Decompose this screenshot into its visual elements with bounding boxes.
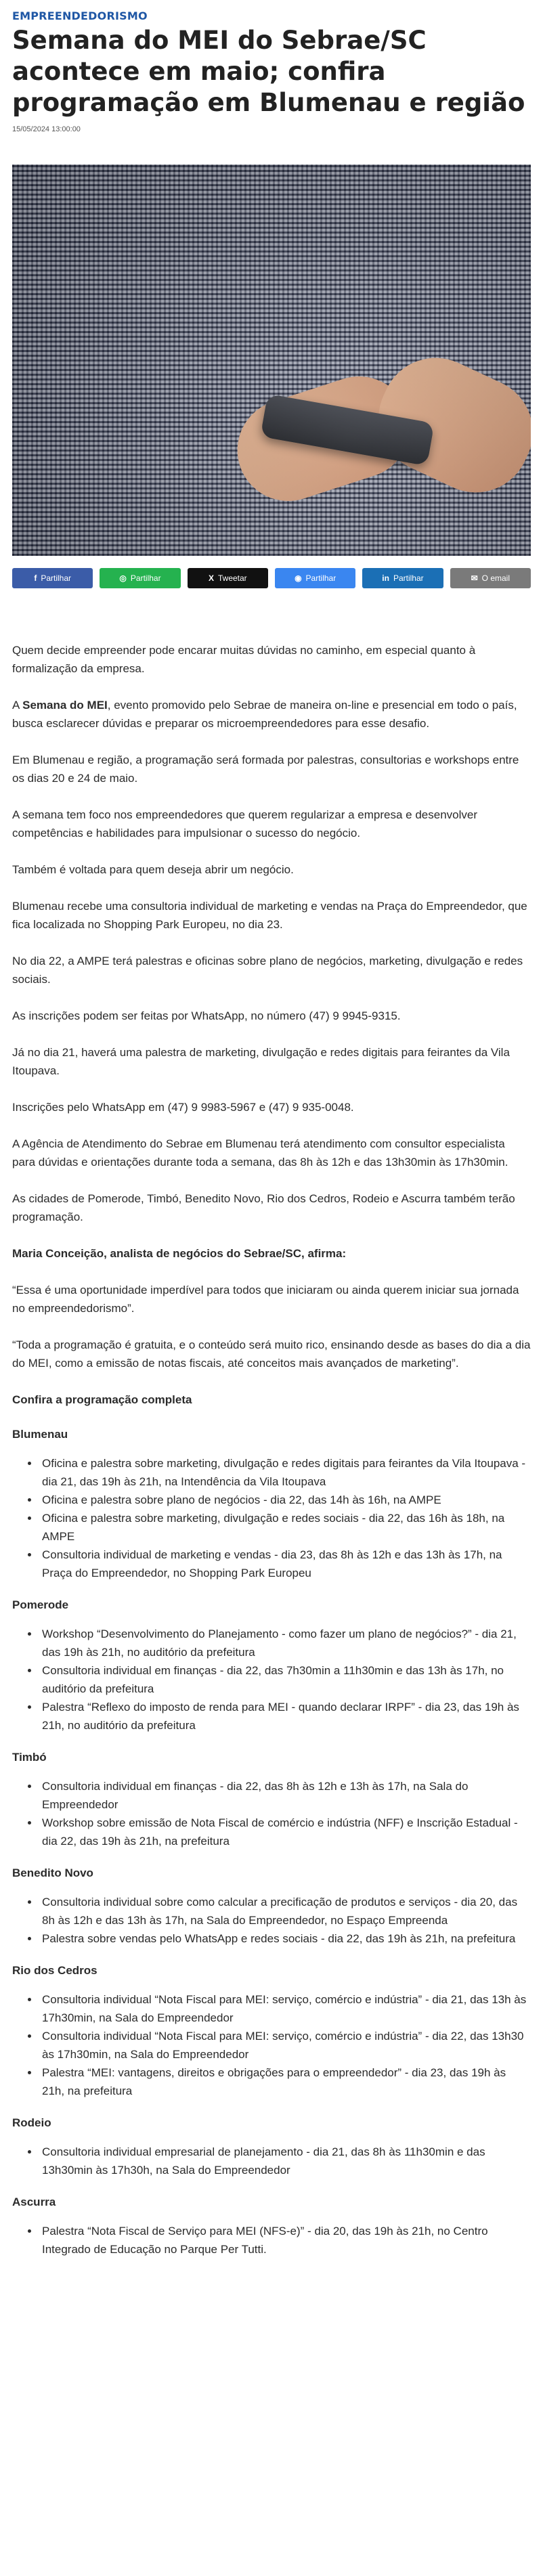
event-list: [39, 1777, 531, 1850]
list-item: • Consultoria individual sobre como calcular a precificação de produtos e serviços - dia 20, das 8h às 12h e das 13h às 17h, na Sala do Empreendedor, no Espaço Empreenda: [39, 1893, 531, 1929]
city-heading: Benedito Novo: [12, 1866, 93, 1879]
bold-text: Semana do MEI: [22, 699, 108, 712]
category-label[interactable]: EMPREENDEDORISMO: [12, 9, 148, 22]
article-title: Semana do MEI do Sebrae/SC acontece em maio; confira programação em Blumenau e região: [12, 26, 525, 117]
city-heading: Rio dos Cedros: [12, 1964, 97, 1977]
list-item: • Palestra “MEI: vantagens, direitos e obrigações para o empreendedor” - dia 23, das 19h às 21h, na prefeitura: [39, 2064, 531, 2100]
city-heading: Blumenau: [12, 1428, 68, 1441]
paragraph: [12, 696, 531, 733]
paragraph: A semana tem foco nos empreendedores que querem regularizar a empresa e desenvolver competências e habilidades para impulsionar o sucesso do negócio.: [12, 808, 477, 839]
share-label: Partilhar: [305, 573, 336, 583]
share-label: O email: [481, 573, 510, 583]
program-heading: Confira a programação completa: [12, 1393, 192, 1406]
share-messenger-button[interactable]: [275, 568, 355, 588]
list-item: • Palestra “Nota Fiscal de Serviço para MEI (NFS-e)” - dia 20, das 19h às 21h, no Centro Integrado de Educação no Parque Per Tutti.: [39, 2222, 531, 2258]
list-item: • Oficina e palestra sobre plano de negócios - dia 22, das 14h às 16h, na AMPE: [39, 1491, 531, 1509]
event-list: [39, 2222, 531, 2258]
text: , evento promovido pelo Sebrae de maneira on-line e presencial em todo o país, busca esclarecer dúvidas e preparar os microempreendedores para esse desafio.: [12, 699, 517, 730]
list-item: • Oficina e palestra sobre marketing, divulgação e redes sociais - dia 22, das 16h às 18h, na AMPE: [39, 1509, 531, 1546]
paragraph: A Agência de Atendimento do Sebrae em Blumenau terá atendimento com consultor especialista para dúvidas e orientações durante toda a semana, das 8h às 12h e das 13h30min às 17h30min.: [12, 1137, 508, 1169]
paragraph: Já no dia 21, haverá uma palestra de marketing, divulgação e redes digitais para feirantes da Vila Itoupava.: [12, 1046, 510, 1077]
quote: “Essa é uma oportunidade imperdível para todos que iniciaram ou ainda querem iniciar sua jornada no empreendedorismo”.: [12, 1284, 519, 1315]
city-heading: Ascurra: [12, 2196, 56, 2208]
paragraph: As inscrições podem ser feitas por WhatsApp, no número (47) 9 9945-9315.: [12, 1009, 401, 1022]
city-heading: Pomerode: [12, 1598, 69, 1611]
share-twitter-button[interactable]: [188, 568, 268, 588]
list-item: • Consultoria individual “Nota Fiscal para MEI: serviço, comércio e indústria” - dia 21, das 13h às 17h30min, na Sala do Empreendedor: [39, 1990, 531, 2027]
event-list: [39, 1454, 531, 1582]
paragraph: Blumenau recebe uma consultoria individual de marketing e vendas na Praça do Empreendedor, que fica localizada no Shopping Park Europeu, no dia 23.: [12, 900, 527, 931]
event-list: [39, 2143, 531, 2179]
list-item: • Consultoria individual em finanças - dia 22, das 7h30min a 11h30min e das 13h às 17h, no auditório da prefeitura: [39, 1661, 531, 1698]
publish-date: 15/05/2024 13:00:00: [12, 125, 81, 133]
program-list: [12, 1425, 531, 2258]
share-email-button[interactable]: [450, 568, 531, 588]
paragraph: No dia 22, a AMPE terá palestras e oficinas sobre plano de negócios, marketing, divulgação e redes sociais.: [12, 955, 523, 986]
whatsapp-icon: ◎: [119, 573, 127, 583]
paragraph: Inscrições pelo WhatsApp em (47) 9 9983-5967 e (47) 9 935-0048.: [12, 1101, 354, 1114]
list-item: • Consultoria individual “Nota Fiscal para MEI: serviço, comércio e indústria” - dia 22, das 13h30 às 17h30min, na Sala do Empreendedor: [39, 2027, 531, 2064]
event-list: [39, 1990, 531, 2100]
list-item: • Palestra sobre vendas pelo WhatsApp e redes sociais - dia 22, das 19h às 21h, na prefeitura: [39, 1929, 531, 1948]
paragraph: Quem decide empreender pode encarar muitas dúvidas no caminho, em especial quanto à formalização da empresa.: [12, 644, 476, 675]
messenger-icon: ◉: [295, 573, 302, 583]
facebook-icon: f: [34, 573, 37, 583]
share-whatsapp-button[interactable]: [100, 568, 180, 588]
event-list: [39, 1893, 531, 1948]
city-heading: Rodeio: [12, 2116, 51, 2129]
share-bar: [12, 568, 531, 588]
list-item: • Oficina e palestra sobre marketing, divulgação e redes digitais para feirantes da Vila Itoupava - dia 21, das 19h às 21h, na Intendência da Vila Itoupava: [39, 1454, 531, 1491]
quote: “Toda a programação é gratuita, e o conteúdo será muito rico, ensinando desde as bases do dia a dia do MEI, como a emissão de notas fiscais, até conceitos mais avançados de marketing”.: [12, 1338, 531, 1370]
list-item: • Consultoria individual empresarial de planejamento - dia 21, das 8h às 11h30min e das 13h30min às 17h30h, na Sala do Empreendedor: [39, 2143, 531, 2179]
list-item: • Consultoria individual em finanças - dia 22, das 8h às 12h e 13h às 17h, na Sala do Empreendedor: [39, 1777, 531, 1814]
list-item: • Workshop “Desenvolvimento do Planejamento - como fazer um plano de negócios?” - dia 21, das 19h às 21h, no auditório da prefeitura: [39, 1625, 531, 1661]
hero-image: [12, 165, 531, 556]
paragraph: As cidades de Pomerode, Timbó, Benedito Novo, Rio dos Cedros, Rodeio e Ascurra também terão programação.: [12, 1192, 515, 1223]
list-item: • Consultoria individual de marketing e vendas - dia 23, das 8h às 12h e das 13h às 17h, na Praça do Empreendedor, no Shopping Park Europeu: [39, 1546, 531, 1582]
share-label: Partilhar: [41, 573, 71, 583]
paragraph: Também é voltada para quem deseja abrir um negócio.: [12, 863, 294, 876]
x-icon: X: [208, 573, 214, 583]
list-item: • Palestra “Reflexo do imposto de renda para MEI - quando declarar IRPF” - dia 23, das 19h às 21h, no auditório da prefeitura: [39, 1698, 531, 1734]
article-body: [12, 641, 531, 2258]
bold-text: Maria Conceição, analista de negócios do Sebrae/SC, afirma:: [12, 1247, 347, 1260]
paragraph: Em Blumenau e região, a programação será formada por palestras, consultorias e workshops entre os dias 20 e 24 de maio.: [12, 754, 519, 785]
linkedin-icon: in: [382, 573, 389, 583]
share-label: Partilhar: [130, 573, 161, 583]
quote-intro: [12, 1244, 531, 1263]
text: A: [12, 699, 23, 712]
share-facebook-button[interactable]: [12, 568, 93, 588]
share-label: Tweetar: [217, 573, 247, 583]
share-label: Partilhar: [393, 573, 424, 583]
share-linkedin-button[interactable]: [362, 568, 443, 588]
event-list: [39, 1625, 531, 1734]
email-icon: ✉: [471, 573, 478, 583]
city-heading: Timbó: [12, 1751, 47, 1764]
list-item: • Workshop sobre emissão de Nota Fiscal de comércio e indústria (NFF) e Inscrição Estadual - dia 22, das 19h às 21h, na prefeitura: [39, 1814, 531, 1850]
